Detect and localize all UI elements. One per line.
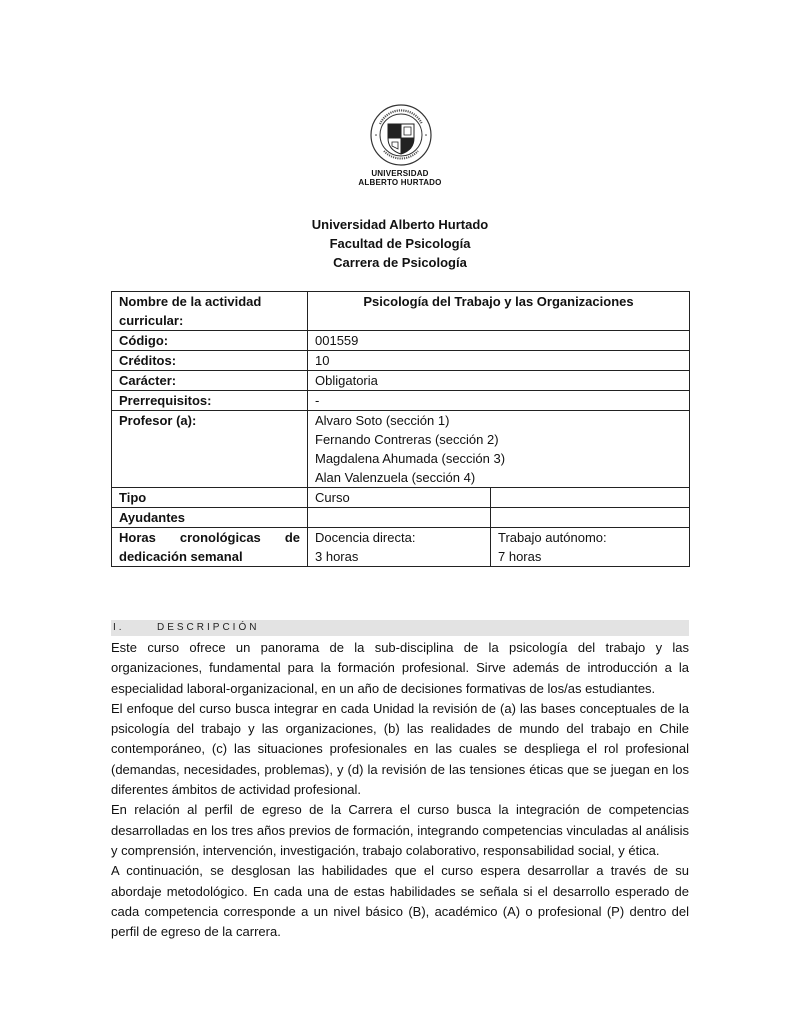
table-row <box>112 508 690 528</box>
university-name: Universidad Alberto Hurtado <box>311 217 489 232</box>
type-value: Curso <box>308 488 491 508</box>
course-name-value: Psicología del Trabajo y las Organizaciones <box>308 292 690 331</box>
type-label: Tipo <box>112 488 308 508</box>
table-row <box>112 411 690 488</box>
paragraph: En relación al perfil de egreso de la Carrera el curso busca la integración de competencias desarrolladas en los tres años previos de formación, integrando competencias vinculadas al análisis y comprensión, intervención, investigación, trabajo colaborativo, responsabilidad social, y ética. <box>111 802 689 858</box>
table-row <box>112 371 690 391</box>
section-title: DESCRIPCIÓN <box>157 622 260 633</box>
table-row <box>112 528 690 567</box>
university-seal-icon <box>370 104 432 166</box>
credits-label: Créditos: <box>112 351 308 371</box>
direct-hours-value: 3 horas <box>315 549 359 564</box>
empty-cell <box>491 488 690 508</box>
career-name: Carrera de Psicología <box>333 255 467 270</box>
professor-label: Profesor (a): <box>112 411 308 488</box>
empty-cell <box>308 508 491 528</box>
paragraph: Este curso ofrece un panorama de la sub-disciplina de la psicología del trabajo y las organizaciones, fundamental para la formación profesional. Sirve además de introducción a la especialidad laboral-organizacional, en un año de decisiones formativas de los/as estudiantes. <box>111 640 689 696</box>
code-value: 001559 <box>308 331 690 351</box>
paragraph: A continuación, se desglosan las habilidades que el curso espera desarrollar a través de su abordaje metodológico. En cada una de estas habilidades se señala si el desarrollo esperado de cada competencia corresponde a un nivel básico (B), académico (A) o profesional (P) dentro del perfil de egreso de la carrera. <box>111 863 689 940</box>
professor-item: Magdalena Ahumada (sección 3) <box>315 451 506 466</box>
description-body <box>111 638 689 942</box>
section-number: I. <box>113 622 125 633</box>
table-row <box>112 331 690 351</box>
document-heading <box>0 215 800 272</box>
table-row <box>112 391 690 411</box>
direct-hours-label: Docencia directa: <box>315 530 416 545</box>
direct-hours-cell <box>308 528 491 567</box>
paragraph: El enfoque del curso busca integrar en cada Unidad la revisión de (a) las bases conceptuales de la psicología del trabajo y las organizaciones, (b) las realidades de mundo del trabajo en Chile contemporáneo, (c) las situaciones profesionales en las cuales se despliega el rol profesional (demandas, necesidades, problemas), y (d) la revisión de las tensiones éticas que se juegan en los diferentes ámbitos de actividad profesional. <box>111 700 689 798</box>
professor-item: Alan Valenzuela (sección 4) <box>315 470 476 485</box>
course-info-table <box>111 291 690 567</box>
empty-cell <box>491 508 690 528</box>
credits-value: 10 <box>308 351 690 371</box>
professor-item: Alvaro Soto (sección 1) <box>315 413 450 428</box>
section-title-bar <box>111 620 689 636</box>
professor-item: Fernando Contreras (sección 2) <box>315 432 499 447</box>
professor-list <box>308 411 690 488</box>
assistants-label: Ayudantes <box>112 508 308 528</box>
logo-line-2: ALBERTO HURTADO <box>358 178 442 187</box>
character-value: Obligatoria <box>308 371 690 391</box>
faculty-name: Facultad de Psicología <box>329 236 471 251</box>
course-name-label: Nombre de la actividad curricular: <box>112 292 308 331</box>
autonomous-hours-value: 7 horas <box>498 549 542 564</box>
prereq-value: - <box>308 391 690 411</box>
logo-wordmark <box>340 169 460 187</box>
autonomous-hours-label: Trabajo autónomo: <box>498 530 607 545</box>
autonomous-hours-cell <box>491 528 690 567</box>
table-row <box>112 351 690 371</box>
code-label: Código: <box>112 331 308 351</box>
hours-label: Horas cronológicas de dedicación semanal <box>112 528 308 567</box>
table-row <box>112 488 690 508</box>
logo-line-1: UNIVERSIDAD <box>371 169 429 178</box>
table-row <box>112 292 690 331</box>
prereq-label: Prerrequisitos: <box>112 391 308 411</box>
character-label: Carácter: <box>112 371 308 391</box>
